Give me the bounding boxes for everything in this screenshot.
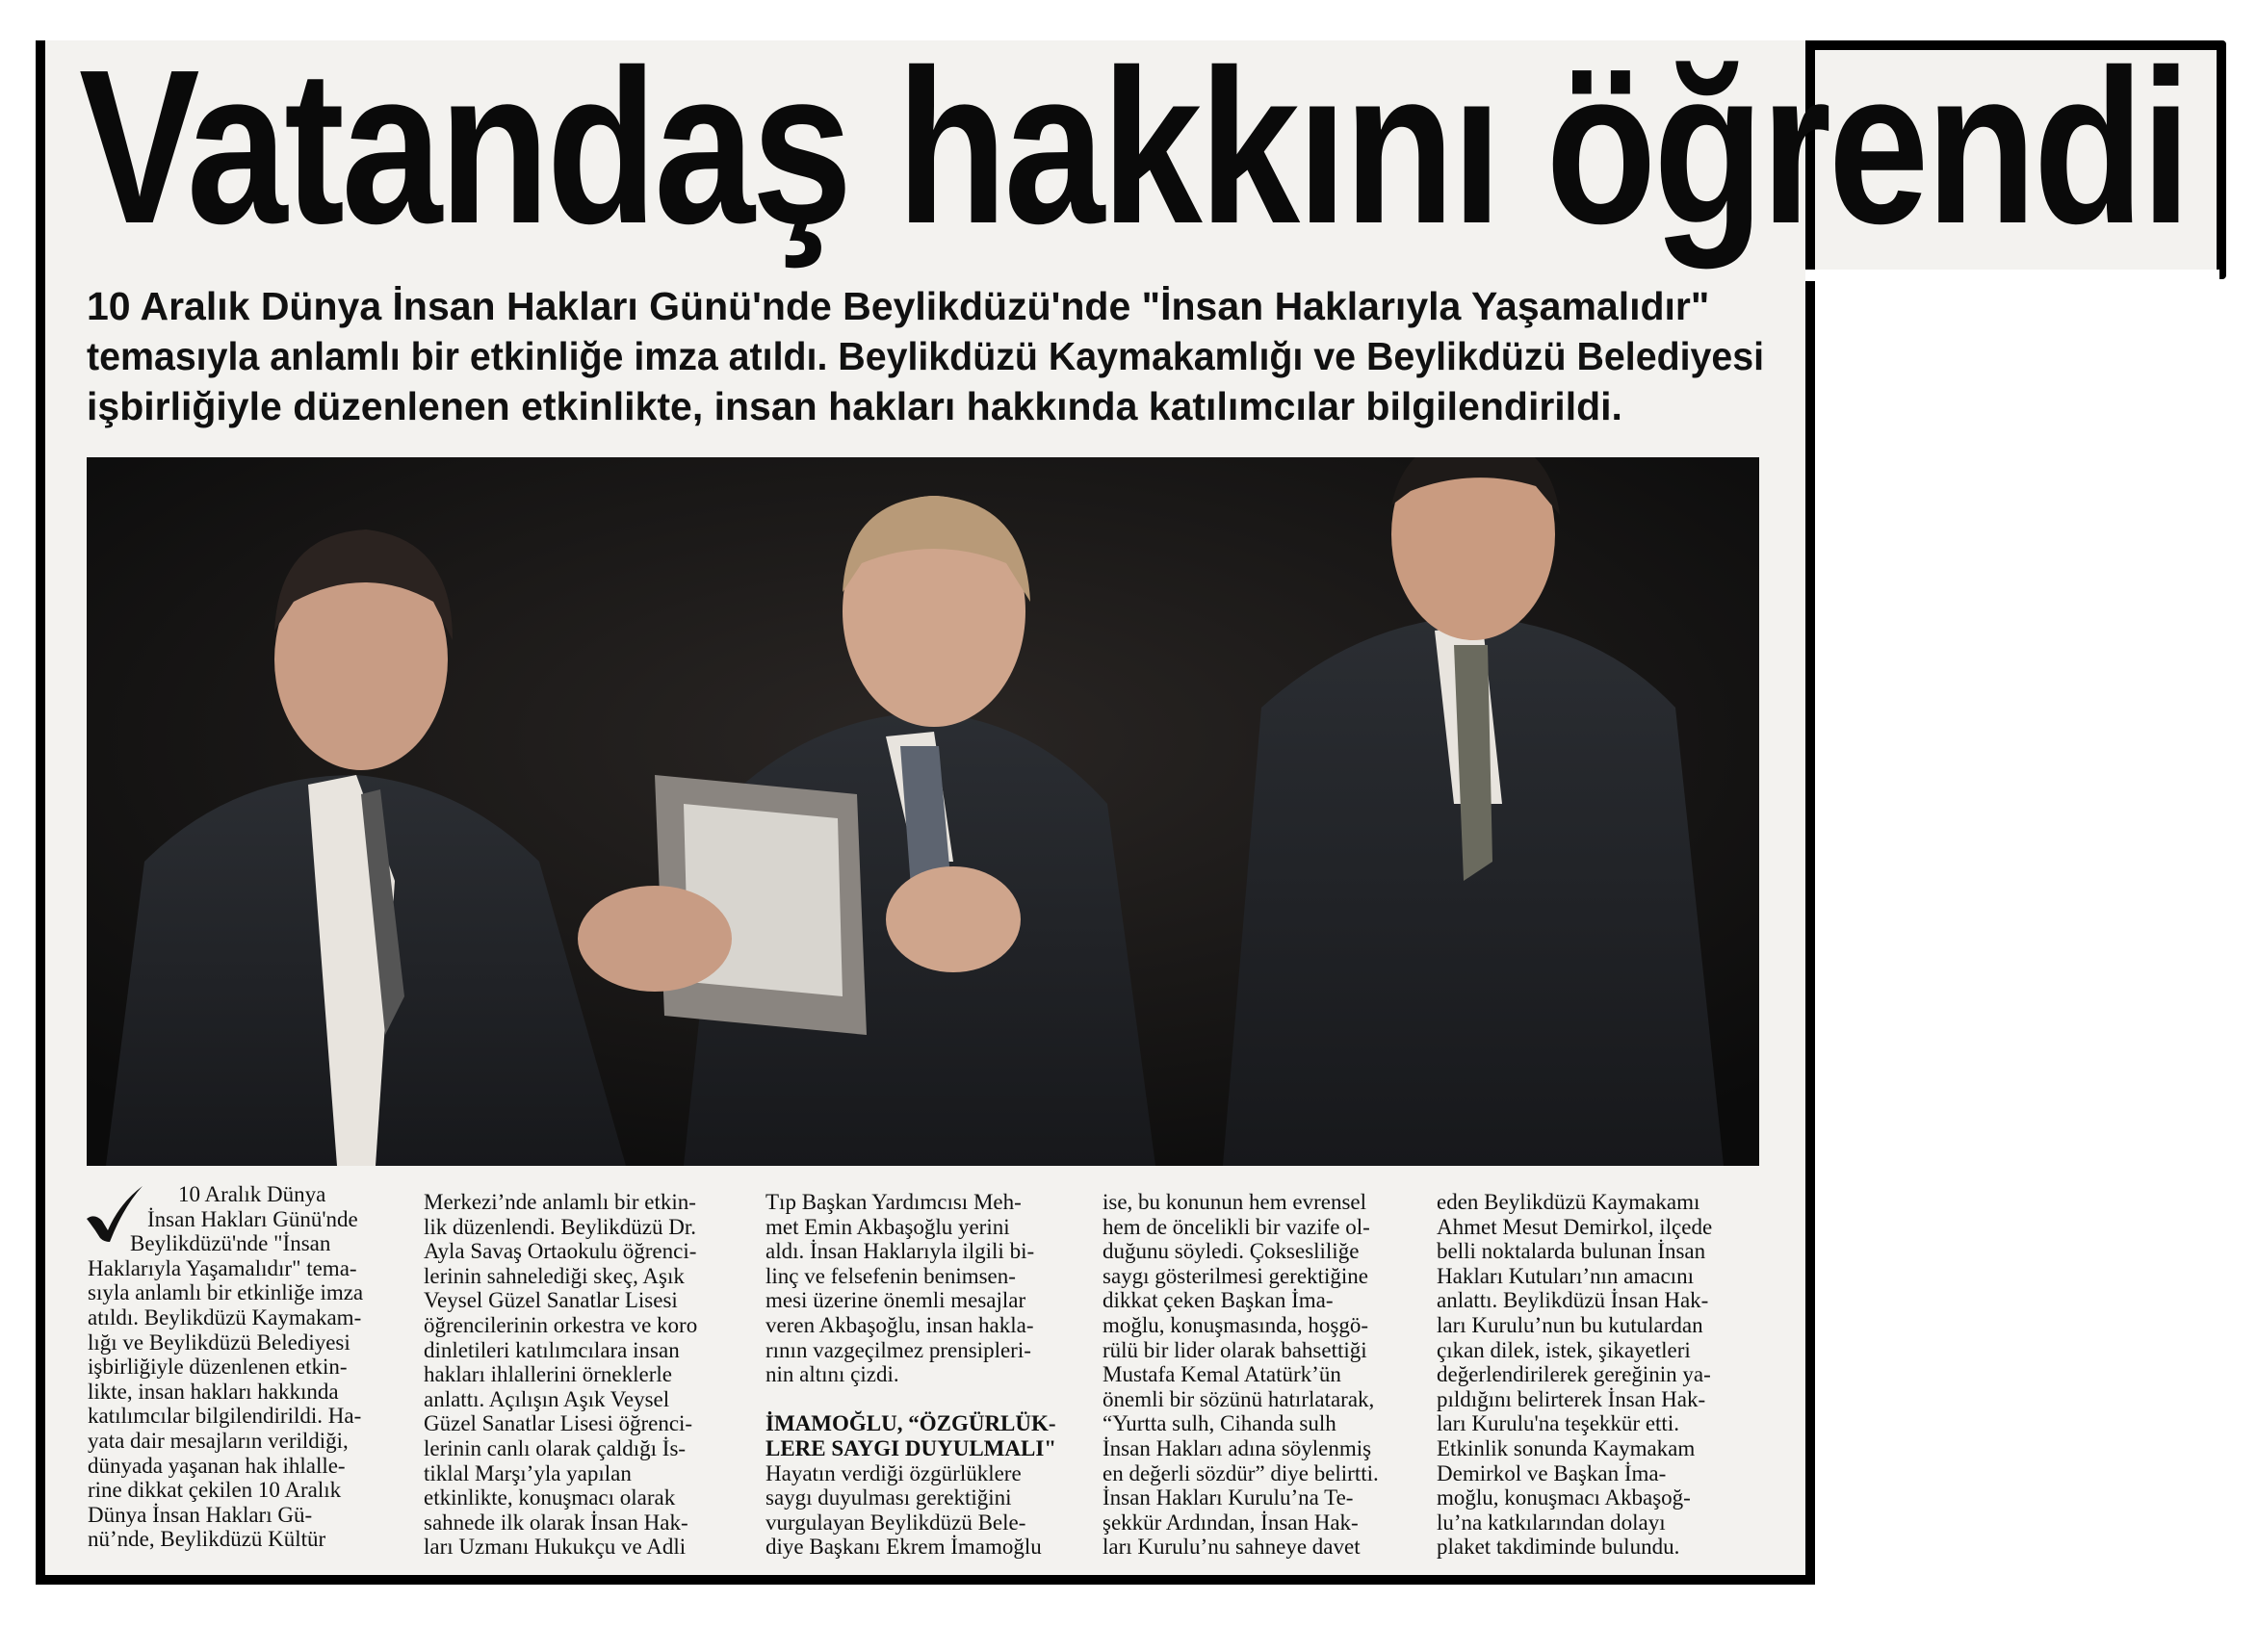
text-line: ise, bu konunun hem evrensel [1103, 1190, 1367, 1214]
text-line: İnsan Hakları Günü'nde [147, 1206, 358, 1231]
article-column-3 [765, 1190, 1088, 1560]
text-line: veren Akbaşoğlu, insan hakla- [765, 1312, 1034, 1337]
text-line: şekkür Ardından, İnsan Hak- [1103, 1510, 1359, 1535]
text-line: sahnede ilk olarak İnsan Hak- [424, 1510, 688, 1535]
text-line: saygı gösterilmesi gerektiğine [1103, 1263, 1368, 1288]
text-line: İnsan Hakları Kurulu’na Te- [1103, 1485, 1354, 1510]
text-line: anlattı. Açılışın Aşık Veysel [424, 1386, 670, 1411]
text-line: “Yurtta sulh, Cihanda sulh [1103, 1411, 1336, 1436]
text-line: çıkan dilek, istek, şikayetleri [1437, 1337, 1691, 1362]
headline: Vatandaş hakkını öğrendi [79, 25, 2189, 270]
text-line: rine dikkat çekilen 10 Aralık [88, 1478, 342, 1503]
text-line: Güzel Sanatlar Lisesi öğrenci- [424, 1411, 693, 1436]
text-line: Hayatın verdiği özgürlüklere [765, 1460, 1022, 1485]
text-line: hakları ihlallerini örneklerle [424, 1362, 672, 1387]
text-line: met Emin Akbaşoğlu yerini [765, 1214, 1010, 1239]
article-column-1 [88, 1182, 410, 1552]
text-line: lu’na katkılarından dolayı [1437, 1510, 1666, 1535]
text-line: nin altını çizdi. [765, 1362, 899, 1387]
text-line: lik düzenlendi. Beylikdüzü Dr. [424, 1214, 696, 1239]
text-line: vurgulayan Beylikdüzü Bele- [765, 1510, 1026, 1535]
subhead-line: işbirliğiyle düzenlenen etkinlikte, insan hakları hakkında katılımcılar bilgilendirildi. [87, 384, 1622, 428]
text-line: plaket takdiminde bulundu. [1437, 1535, 1680, 1560]
text-line: belli noktalarda bulunan İnsan [1437, 1239, 1706, 1264]
text-line: moğlu, konuşmasında, hoşgö- [1103, 1312, 1368, 1337]
text-line: tiklal Marşı’yla yapılan [424, 1460, 632, 1485]
text-line: dikkat çeken Başkan İma- [1103, 1288, 1334, 1313]
text-line: Ahmet Mesut Demirkol, ilçede [1437, 1214, 1713, 1239]
text-line: Tıp Başkan Yardımcısı Meh- [765, 1190, 1022, 1214]
text-line: işbirliğiyle düzenlenen etkin- [88, 1355, 348, 1380]
text-line: 10 Aralık Dünya [178, 1182, 326, 1206]
text-line: en değerli sözdür” diye belirtti. [1103, 1460, 1379, 1485]
text-line: lerinin canlı olarak çaldığı İs- [424, 1435, 687, 1460]
text-line: yata dair mesajların verildiği, [88, 1428, 349, 1453]
text-line: Haklarıyla Yaşamalıdır" tema- [88, 1255, 357, 1280]
photo-three-men-plaque [87, 457, 1759, 1166]
text-line: eden Beylikdüzü Kaymakamı [1437, 1190, 1700, 1214]
text-line: Hakları Kutuları’nın amacını [1437, 1263, 1694, 1288]
text-line: Dünya İnsan Hakları Gü- [88, 1502, 313, 1527]
text-line: likte, insan hakları hakkında [88, 1379, 339, 1404]
spacer [765, 1387, 1088, 1412]
text-line: İnsan Hakları adına söylenmiş [1103, 1435, 1372, 1460]
text-line: Ayla Savaş Ortaokulu öğrenci- [424, 1239, 697, 1264]
text-line: öğrencilerinin orkestra ve koro [424, 1312, 698, 1337]
text-line: rülü bir lider olarak bahsettiği [1103, 1337, 1367, 1362]
text-line: önemli bir sözünü hatırlatarak, [1103, 1386, 1375, 1411]
article-column-2 [424, 1190, 746, 1560]
text-line: rının vazgeçilmez prensipleri- [765, 1337, 1031, 1362]
text-line: saygı duyulması gerektiğini [765, 1485, 1012, 1510]
text-line: lerinin sahnelediği skeç, Aşık [424, 1263, 685, 1288]
text-line: atıldı. Beylikdüzü Kaymakam- [88, 1304, 362, 1329]
subhead-line: temasıyla anlamlı bir etkinliğe imza atıldı. Beylikdüzü Kaymakamlığı ve Beylikdüzü Belediyesi [87, 334, 1765, 378]
text-line: dinletileri katılımcılara insan [424, 1337, 680, 1362]
text-line: değerlendirilerek gereğinin ya- [1437, 1362, 1711, 1387]
text-line: aldı. İnsan Haklarıyla ilgili bi- [765, 1239, 1035, 1264]
text-line: anlattı. Beylikdüzü İnsan Hak- [1437, 1288, 1709, 1313]
text-line: ları Uzmanı Hukukçu ve Adli [424, 1535, 687, 1560]
text-line: etkinlikte, konuşmacı olarak [424, 1485, 676, 1510]
text-line: Etkinlik sonunda Kaymakam [1437, 1435, 1696, 1460]
text-line: ları Kurulu'na teşekkür etti. [1437, 1411, 1679, 1436]
frame-gap [1805, 270, 2219, 281]
section-heading: LERE SAYGI DUYULMALI" [765, 1435, 1057, 1460]
text-line: diye Başkanı Ekrem İmamoğlu [765, 1535, 1042, 1560]
text-line: ları Kurulu’nun bu kutulardan [1437, 1312, 1703, 1337]
article-column-5 [1437, 1190, 1759, 1560]
text-line: mesi üzerine önemli mesajlar [765, 1288, 1026, 1313]
text-line: linç ve felsefenin benimsen- [765, 1263, 1016, 1288]
text-line: ları Kurulu’nu sahneye davet [1103, 1535, 1361, 1560]
article-column-4 [1103, 1190, 1425, 1560]
text-line: sıyla anlamlı bir etkinliğe imza [88, 1280, 364, 1305]
text-line: lığı ve Beylikdüzü Belediyesi [88, 1329, 350, 1355]
text-line: duğunu söyledi. Çoksesliliğe [1103, 1239, 1360, 1264]
text-line: moğlu, konuşmacı Akbaşoğ- [1437, 1485, 1691, 1510]
text-line: Demirkol ve Başkan İma- [1437, 1460, 1667, 1485]
section-heading: İMAMOĞLU, “ÖZGÜRLÜK- [765, 1411, 1056, 1436]
text-line: dünyada yaşanan hak ihlalle- [88, 1453, 346, 1478]
text-line: hem de öncelikli bir vazife ol- [1103, 1214, 1370, 1239]
text-line: Merkezi’nde anlamlı bir etkin- [424, 1190, 696, 1214]
text-line: Beylikdüzü'nde "İnsan [130, 1231, 331, 1256]
subhead-line: 10 Aralık Dünya İnsan Hakları Günü'nde Beylikdüzü'nde "İnsan Haklarıyla Yaşamalıdır" [87, 284, 1710, 328]
article-photo [87, 457, 1759, 1166]
text-line: nü’nde, Beylikdüzü Kültür [88, 1527, 326, 1552]
text-line: Veysel Güzel Sanatlar Lisesi [424, 1288, 678, 1313]
text-line: Mustafa Kemal Atatürk’ün [1103, 1362, 1341, 1387]
text-line: pıldığını belirterek İnsan Hak- [1437, 1386, 1706, 1411]
text-line: katılımcılar bilgilendirildi. Ha- [88, 1404, 362, 1429]
subheadline [87, 281, 1764, 431]
